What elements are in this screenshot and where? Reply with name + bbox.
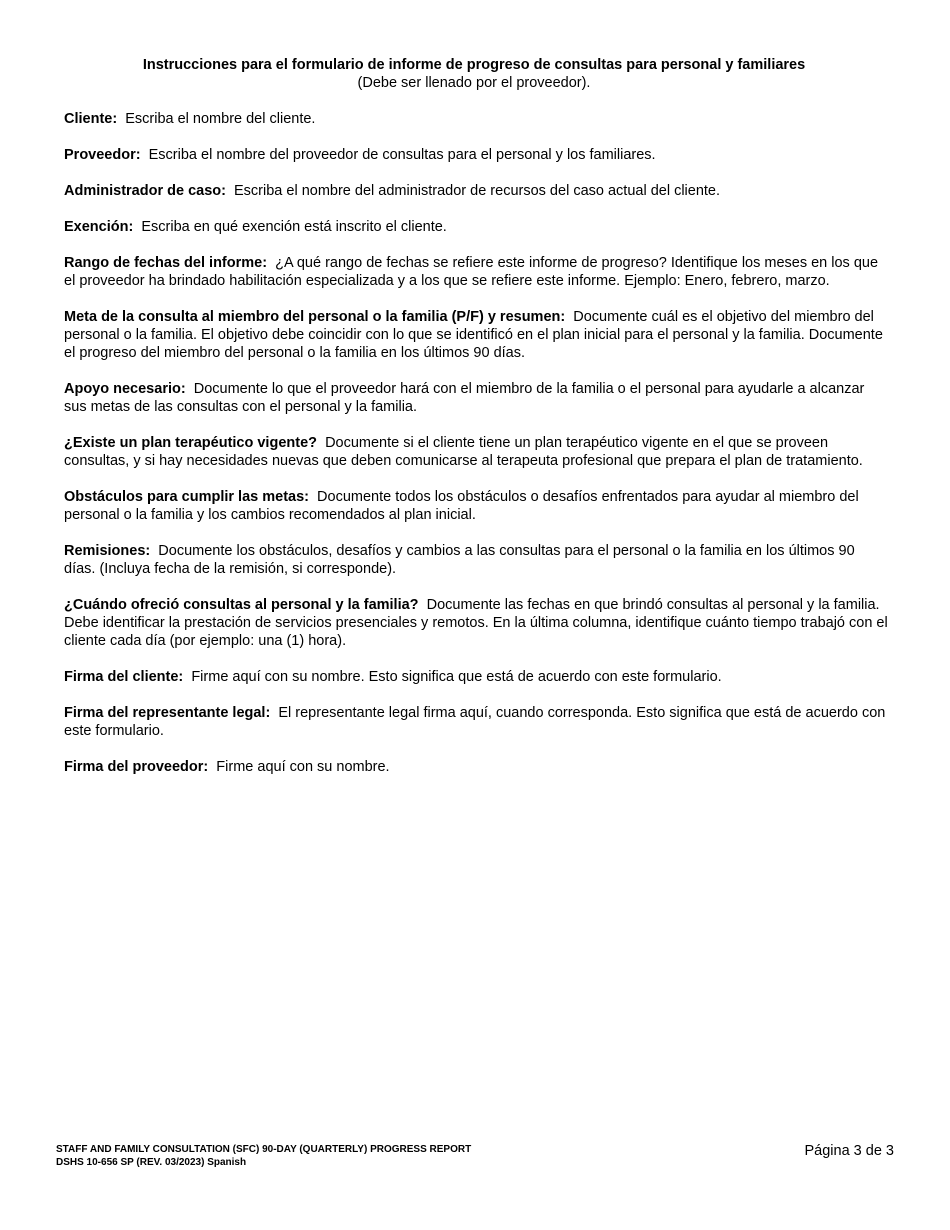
instruction-client	[64, 110, 888, 128]
instruction-label: Firma del cliente:	[64, 669, 184, 685]
page-subtitle: (Debe ser llenado por el proveedor).	[357, 75, 591, 91]
instruction-provider	[64, 146, 888, 164]
instruction-label: Proveedor:	[64, 147, 141, 163]
instruction-support-needed	[64, 380, 888, 416]
instruction-text: Documente todos los obstáculos o desafíos enfrentados para ayudar al miembro del personal o la familia y los cambios recomendados al plan inicial.	[64, 489, 859, 523]
instruction-label: Administrador de caso:	[64, 183, 226, 199]
instruction-label: ¿Cuándo ofreció consultas al personal y la familia?	[64, 597, 419, 613]
instruction-text: Documente lo que el proveedor hará con el miembro de la familia o el personal para ayudarle a alcanzar sus metas de las consultas con el personal y la familia.	[64, 381, 865, 415]
instruction-text: Escriba en qué exención está inscrito el cliente.	[141, 219, 447, 235]
instruction-text: Firme aquí con su nombre.	[216, 759, 390, 775]
page-number: Página 3 de 3	[804, 1143, 894, 1159]
instruction-label: Exención:	[64, 219, 134, 235]
instruction-label: Cliente:	[64, 111, 118, 127]
instruction-text: Documente las fechas en que brindó consultas al personal y la familia. Debe identificar la prestación de servicios presenciales y remotos. En la última columna, identifique cuánto tiempo trabajó con el cliente cada día (por ejemplo: una (1) hora).	[64, 597, 888, 649]
instruction-client-signature	[64, 668, 888, 686]
instruction-text: Escriba el nombre del administrador de recursos del caso actual del cliente.	[234, 183, 721, 199]
instruction-label: Remisiones:	[64, 543, 151, 559]
instruction-label: Apoyo necesario:	[64, 381, 186, 397]
instruction-text: ¿A qué rango de fechas se refiere este informe de progreso? Identifique los meses en los que el proveedor ha brindado habilitación especializada y a los que se refiere este informe. Ejemplo: Enero, febrero, marzo.	[64, 255, 879, 289]
instruction-text: Documente si el cliente tiene un plan terapéutico vigente en el que se proveen consultas, y si hay necesidades nuevas que deben comunicarse al terapeuta profesional que prepara el plan de tratamiento.	[64, 435, 863, 469]
instruction-label: Firma del proveedor:	[64, 759, 209, 775]
instruction-text: Documente cuál es el objetivo del miembro del personal o la familia. El objetivo debe coincidir con lo que se identificó en el plan inicial para el personal y la familia. Documente el progreso del miembro del personal o la familia en los últimos 90 días.	[64, 309, 883, 361]
instruction-label: Obstáculos para cumplir las metas:	[64, 489, 309, 505]
instruction-text: Escriba el nombre del cliente.	[125, 111, 316, 127]
instruction-consultation-dates	[64, 596, 888, 650]
instruction-list	[64, 110, 888, 794]
instruction-therapy-plan	[64, 434, 888, 470]
instruction-provider-signature	[64, 758, 888, 776]
form-id: DSHS 10-656 SP (REV. 03/2023) Spanish	[56, 1157, 247, 1168]
instruction-obstacles	[64, 488, 888, 524]
instruction-label: Firma del representante legal:	[64, 705, 271, 721]
form-name: STAFF AND FAMILY CONSULTATION (SFC) 90-DAY (QUARTERLY) PROGRESS REPORT	[56, 1144, 472, 1155]
instruction-label: Rango de fechas del informe:	[64, 255, 268, 271]
instruction-text: El representante legal firma aquí, cuando corresponda. Esto significa que está de acuerdo con este formulario.	[64, 705, 886, 739]
instruction-referrals	[64, 542, 888, 578]
instruction-waiver	[64, 218, 888, 236]
page-footer	[56, 1143, 894, 1169]
instruction-label: ¿Existe un plan terapéutico vigente?	[64, 435, 317, 451]
page-title: Instrucciones para el formulario de informe de progreso de consultas para personal y familiares	[142, 57, 806, 73]
instruction-text: Firme aquí con su nombre. Esto significa que está de acuerdo con este formulario.	[191, 669, 722, 685]
instruction-goal-summary	[64, 308, 888, 362]
instruction-text: Documente los obstáculos, desafíos y cambios a las consultas para el personal o la familia en los últimos 90 días. (Incluya fecha de la remisión, si corresponde).	[64, 543, 855, 577]
instruction-label: Meta de la consulta al miembro del personal o la familia (P/F) y resumen:	[64, 309, 566, 325]
instruction-case-manager	[64, 182, 888, 200]
instruction-legal-rep-signature	[64, 704, 888, 740]
instruction-text: Escriba el nombre del proveedor de consultas para el personal y los familiares.	[148, 147, 656, 163]
instruction-date-range	[64, 254, 888, 290]
instructions-header	[64, 56, 884, 92]
